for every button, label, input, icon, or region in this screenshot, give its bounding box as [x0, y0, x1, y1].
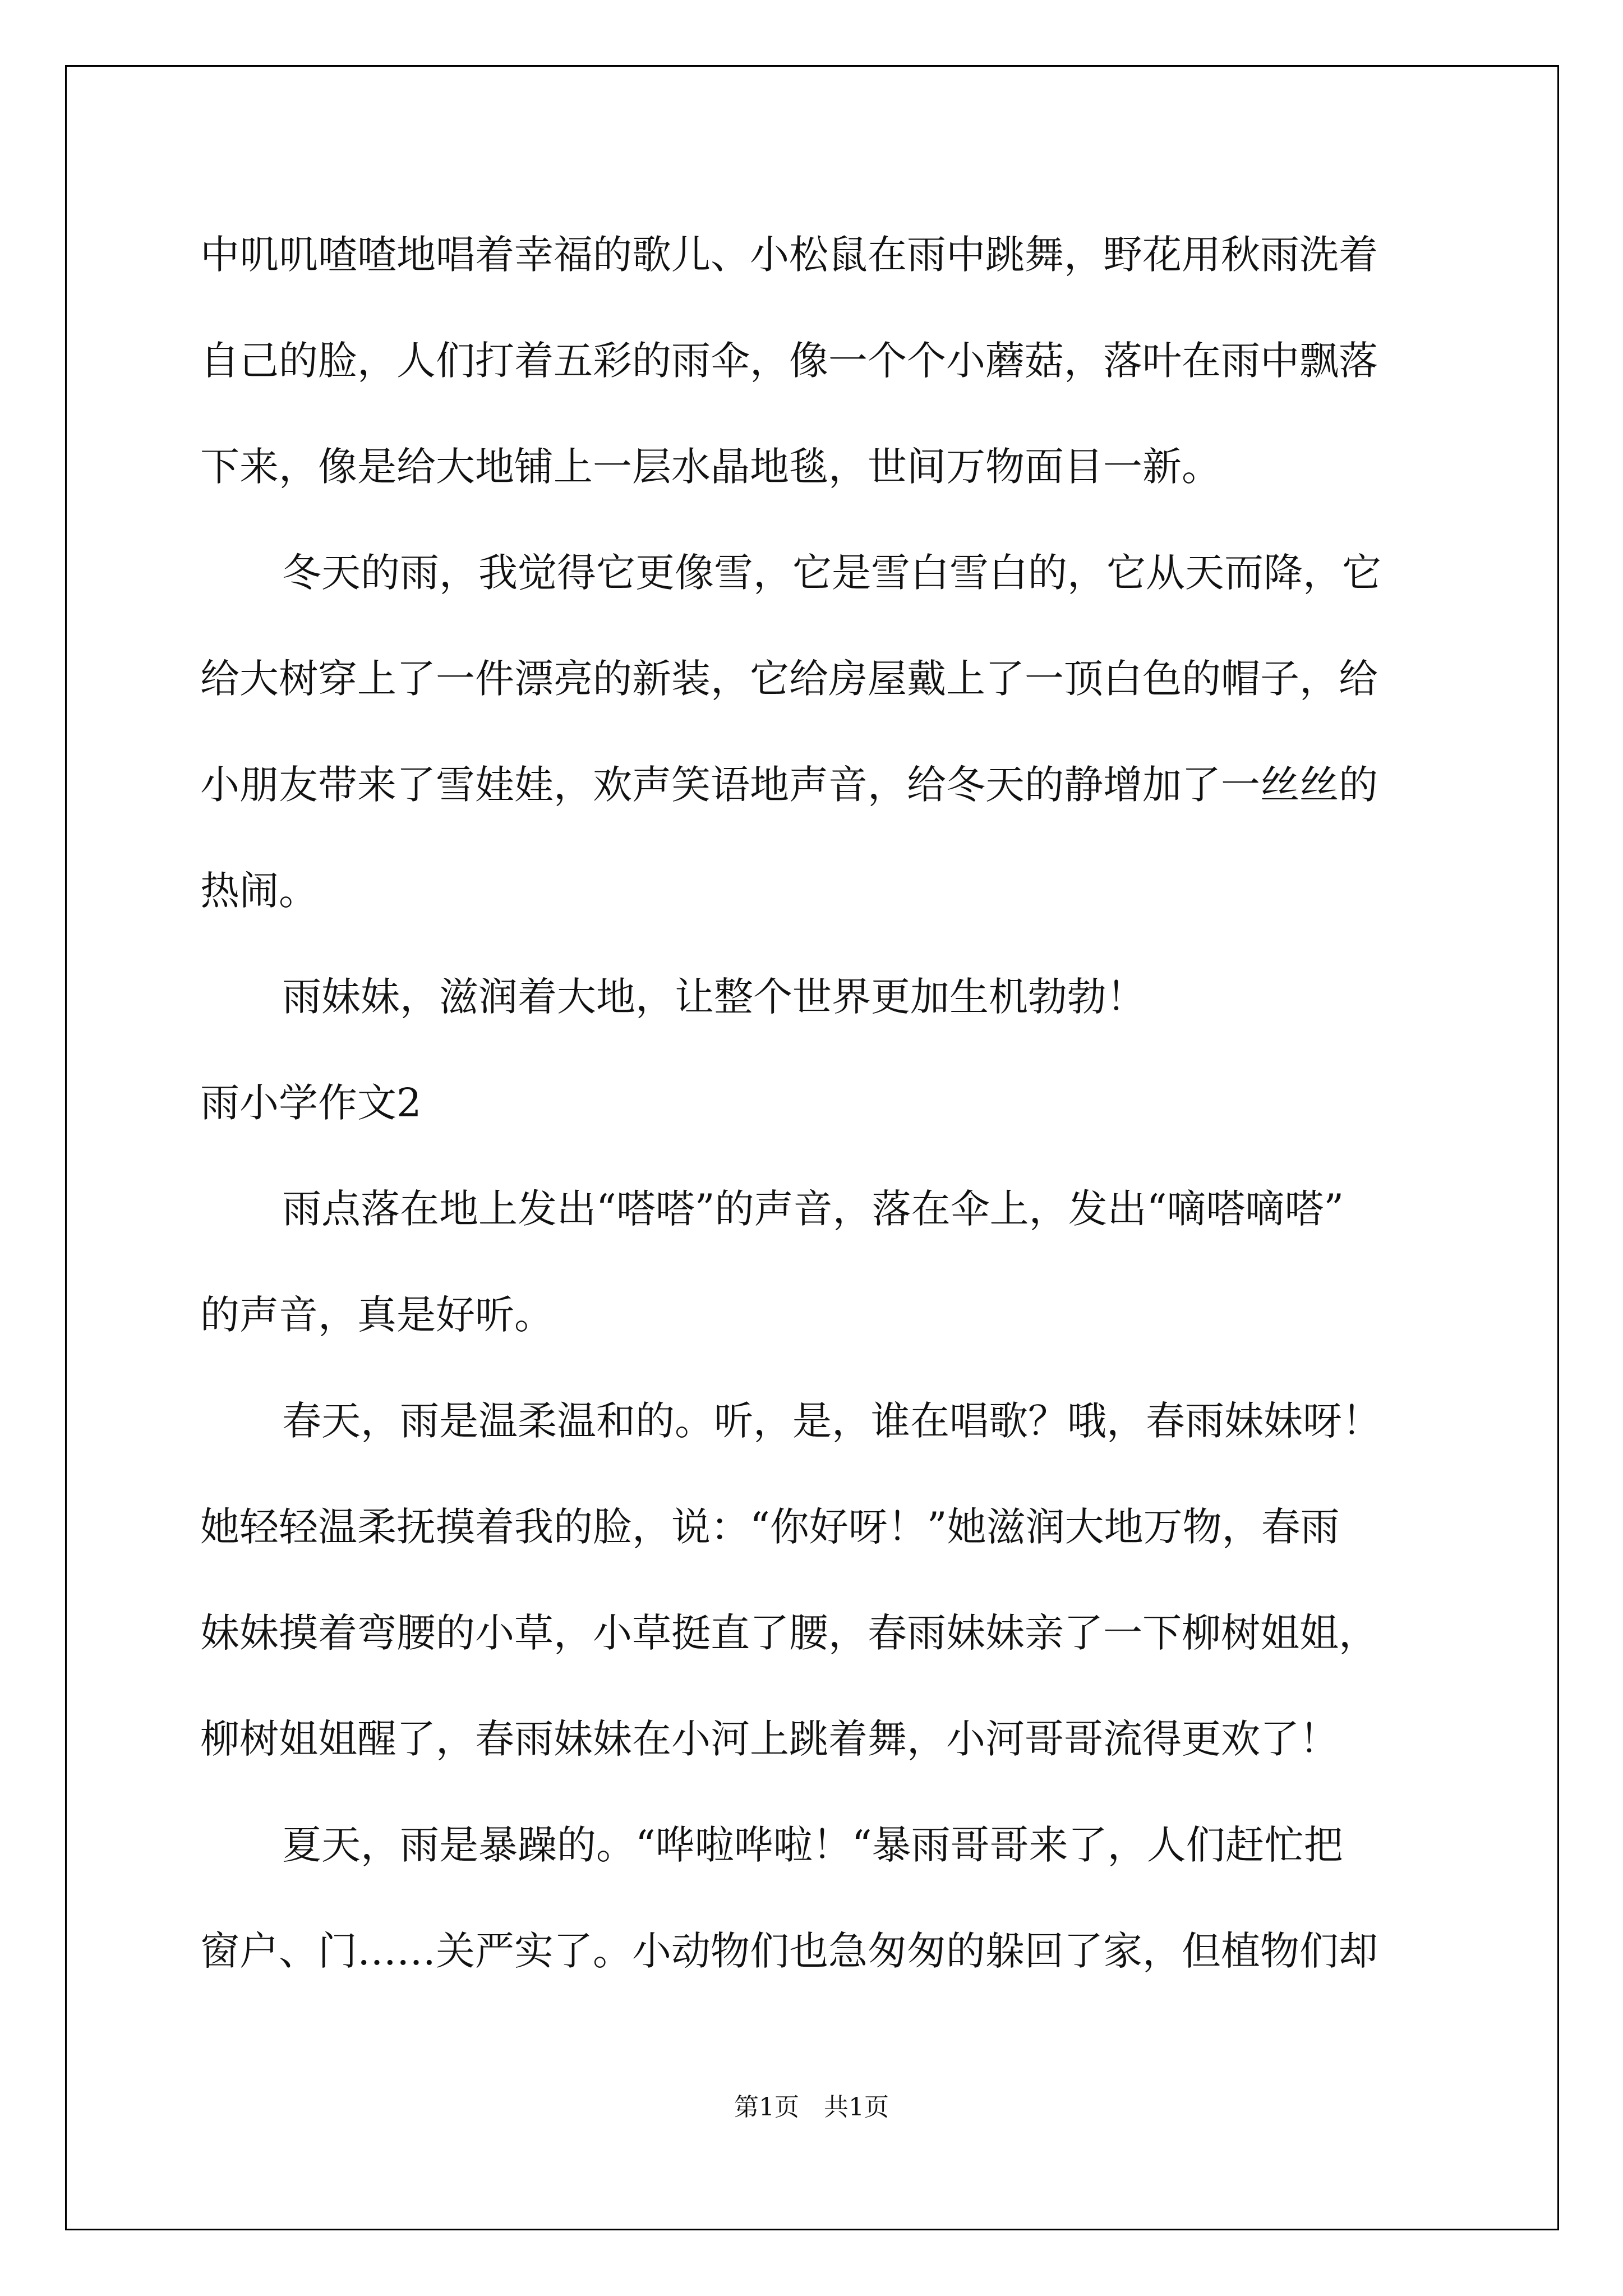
text-line: 雨妹妹，滋润着大地，让整个世界更加生机勃勃！ [282, 974, 1146, 1020]
document-body [200, 202, 1468, 2004]
page-footer: 第1页 共1页 [734, 2093, 889, 2122]
text-line: 热闹。 [200, 868, 318, 914]
text-line: 下来，像是给大地铺上一层水晶地毯，世间万物面目一新。 [200, 444, 1221, 490]
text-line: 给大树穿上了一件漂亮的新装，它给房屋戴上了一顶白色的帽子，给 [200, 656, 1378, 702]
text-line: 冬天的雨，我觉得它更像雪，它是雪白雪白的，它从天而降，它 [282, 550, 1381, 596]
text-line: 中叽叽喳喳地唱着幸福的歌儿、小松鼠在雨中跳舞，野花用秋雨洗着 [200, 232, 1378, 278]
text-line: 春天，雨是温柔温和的。听，是，谁在唱歌？哦，春雨妹妹呀！ [282, 1398, 1381, 1444]
text-line: 窗户、门……关严实了。小动物们也急匆匆的躲回了家，但植物们却 [200, 1928, 1378, 1974]
text-line: 妹妹摸着弯腰的小草，小草挺直了腰，春雨妹妹亲了一下柳树姐姐， [200, 1610, 1378, 1656]
text-line: 雨小学作文2 [200, 1080, 422, 1126]
text-line: 自己的脸，人们打着五彩的雨伞，像一个个小蘑菇，落叶在雨中飘落 [200, 338, 1378, 384]
text-line: 夏天，雨是暴躁的。“哗啦哗啦！“暴雨哥哥来了，人们赶忙把 [282, 1822, 1343, 1868]
text-line: 柳树姐姐醒了，春雨妹妹在小河上跳着舞，小河哥哥流得更欢了！ [200, 1716, 1339, 1762]
text-line: 小朋友带来了雪娃娃，欢声笑语地声音，给冬天的静增加了一丝丝的 [200, 762, 1378, 808]
text-line: 雨点落在地上发出“嗒嗒”的声音，落在伞上，发出“嘀嗒嘀嗒” [282, 1186, 1344, 1232]
text-line: 她轻轻温柔抚摸着我的脸，说：“你好呀！”她滋润大地万物，春雨 [200, 1504, 1340, 1550]
text-line: 的声音，真是好听。 [200, 1292, 554, 1338]
